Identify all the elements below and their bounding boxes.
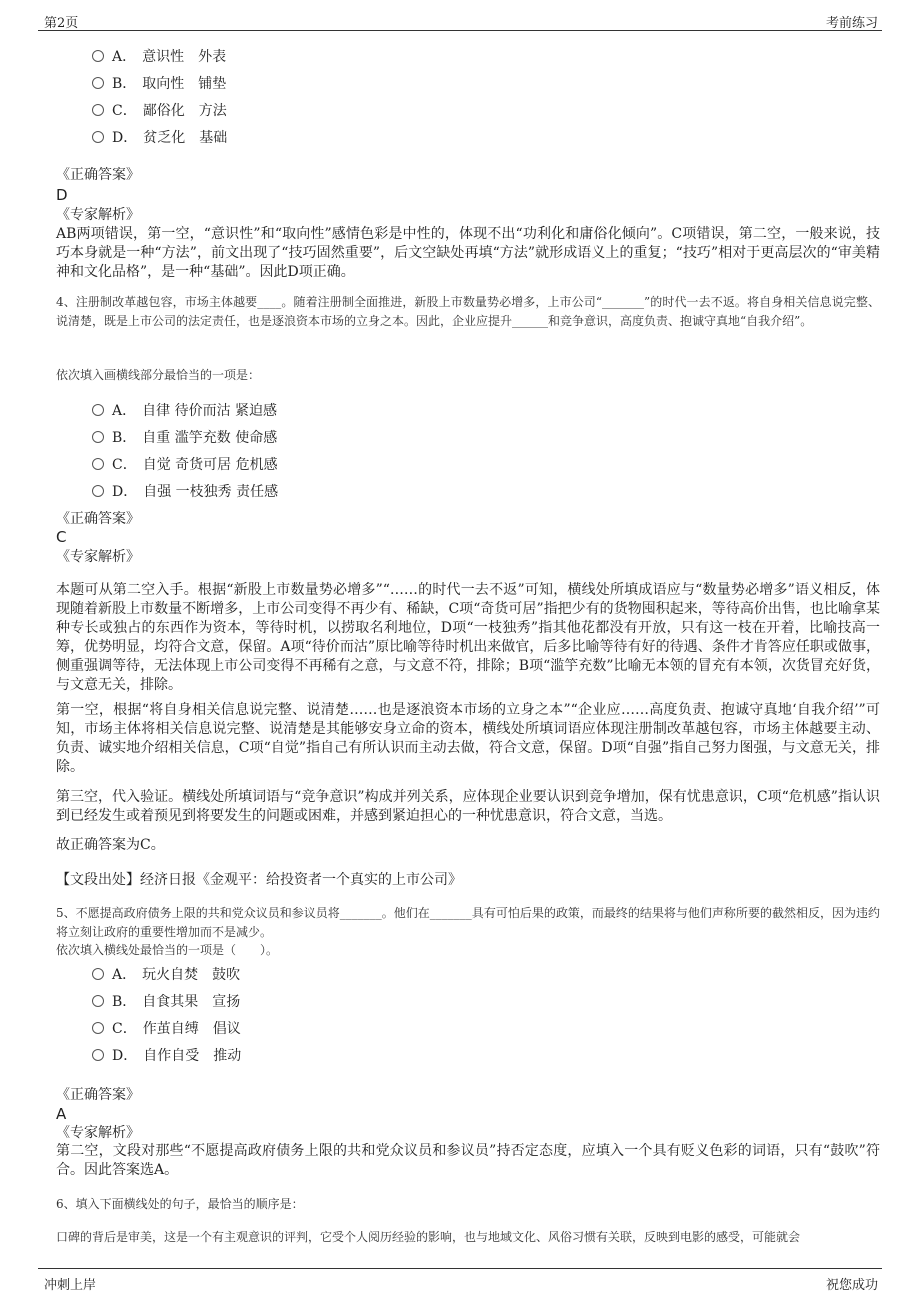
radio-icon[interactable] bbox=[92, 104, 104, 116]
q3-option-c[interactable]: C． 鄙俗化 方法 bbox=[92, 100, 227, 120]
q3-option-b[interactable]: B． 取向性 铺垫 bbox=[92, 73, 226, 93]
q6-passage: 口碑的背后是审美，这是一个有主观意识的评判，它受个人阅历经验的影响，也与地域文化、风俗习惯有关联，反映到电影的感受，可能就会 bbox=[56, 1230, 801, 1244]
radio-icon[interactable] bbox=[92, 131, 104, 143]
radio-icon[interactable] bbox=[92, 485, 104, 497]
radio-icon[interactable] bbox=[92, 968, 104, 980]
q4-source: 【文段出处】经济日报《金观平：给投资者一个真实的上市公司》 bbox=[56, 872, 462, 888]
q4-analysis-p1: 本题可从第二空入手。根据“新股上市数量势必增多”“……的时代一去不返”可知，横线处所填成语应与“数量势必增多”语义相反，体现随着新股上市数量不断增多，上市公司变得不再少有、稀缺，C项“奇货可居”指把少有的货物囤积起来，等待高价出售，也比喻拿某种专长或独占的东西作为资本，等待时机，以捞取名利地位，D项“一枝独秀”指其他花都没有开放，只有这一枝在开着，比喻技高一筹，优势明显，均符合文意，保留。A项“待价而沽”原比喻等待时机出来做官，后多比喻等待有好的待遇、条件才肯答应任职或做事，侧重强调等待，无法体现上市公司变得不再稀有之意，与文意不符，排除；B项“滥竽充数”比喻无本领的冒充有本领，次货冒充好货，与文意无关，排除。 bbox=[56, 582, 880, 693]
q4-analysis-label: 《专家解析》 bbox=[56, 549, 140, 565]
q5-prompt: 依次填入横线处最恰当的一项是（ ）。 bbox=[56, 943, 279, 957]
q3-analysis: AB两项错误，第一空，“意识性”和“取向性”感情色彩是中性的，体现不出“功利化和庸俗化倾向”。C项错误，第二空，一般来说，技巧本身就是一种“方法”，前文出现了“技巧固然重要”，后文空缺处再填“方法”就形成语义上的重复；“技巧”相对于更高层次的“审美精神和文化品格”，是一种“基础”。因此D项正确。 bbox=[56, 226, 880, 280]
radio-icon[interactable] bbox=[92, 458, 104, 470]
footer-left: 冲刺上岸 bbox=[44, 1278, 97, 1293]
q3-option-a[interactable]: A． 意识性 外表 bbox=[92, 46, 226, 66]
q5-answer: A bbox=[56, 1105, 67, 1123]
page-header bbox=[38, 10, 882, 31]
q4-option-a[interactable]: A． 自律 待价而沽 紧迫感 bbox=[92, 400, 277, 420]
radio-icon[interactable] bbox=[92, 1049, 104, 1061]
q5-option-a[interactable]: A． 玩火自焚 鼓吹 bbox=[92, 964, 240, 984]
q5-analysis-label: 《专家解析》 bbox=[56, 1125, 140, 1141]
q3-answer: D bbox=[56, 186, 68, 204]
q4-option-c[interactable]: C． 自觉 奇货可居 危机感 bbox=[92, 454, 278, 474]
radio-icon[interactable] bbox=[92, 1022, 104, 1034]
q4-prompt: 依次填入画横线部分最恰当的一项是： bbox=[56, 368, 261, 382]
q4-analysis-p3: 第三空，代入验证。横线处所填词语与“竞争意识”构成并列关系，应体现企业要认识到竞争增加，保有忧患意识，C项“危机感”指认识到已经发生或着预见到将要发生的问题或困难，并感到紧迫担心的一种忧患意识，符合文意，当选。 bbox=[56, 789, 880, 824]
q5-stem: 5、不愿提高政府债务上限的共和党众议员和参议员将_______。他们在_______具有可怕后果的政策，而最终的结果将与他们声称所要的截然相反，因为违约将立刻让政府的重要性增加而不是减少。 bbox=[56, 906, 880, 939]
radio-icon[interactable] bbox=[92, 50, 104, 62]
q4-answer-label: 《正确答案》 bbox=[56, 511, 140, 527]
q6-stem: 6、填入下面横线处的句子，最恰当的顺序是： bbox=[56, 1197, 304, 1211]
q4-stem: 4、注册制改革越包容，市场主体越要____。随着注册制全面推进，新股上市数量势必增多，上市公司“_______”的时代一去不返。将自身相关信息说完整、说清楚，既是上市公司的法定责任，也是逐浪资本市场的立身之本。因此，企业应提升______和竞争意识，高度负责、抱诚守真地“自我介绍”。 bbox=[56, 295, 880, 328]
q5-analysis: 第二空，文段对那些“不愿提高政府债务上限的共和党众议员和参议员”持否定态度，应填入一个具有贬义色彩的词语，只有“鼓吹”符合。因此答案选A。 bbox=[56, 1143, 880, 1178]
q5-option-d[interactable]: D． 自作自受 推动 bbox=[92, 1045, 241, 1065]
q3-analysis-label: 《专家解析》 bbox=[56, 207, 140, 223]
page-footer bbox=[38, 1268, 882, 1295]
radio-icon[interactable] bbox=[92, 431, 104, 443]
radio-icon[interactable] bbox=[92, 77, 104, 89]
q5-option-b[interactable]: B． 自食其果 宣扬 bbox=[92, 991, 240, 1011]
q5-answer-label: 《正确答案》 bbox=[56, 1087, 140, 1103]
q4-answer: C bbox=[56, 528, 67, 546]
q4-analysis-p2: 第一空，根据“将自身相关信息说完整、说清楚……也是逐浪资本市场的立身之本”“企业应……高度负责、抱诚守真地‘自我介绍’”可知，市场主体将相关信息说完整、说清楚是其能够安身立命的资本，横线处所填词语应体现注册制改革越包容，市场主体越要主动、负责、诚实地介绍相关信息，C项“自觉”指自己有所认识而主动去做，符合文意，保留。D项“自强”指自己努力图强，与文意无关，排除。 bbox=[56, 702, 880, 775]
q4-option-d[interactable]: D． 自强 一枝独秀 责任感 bbox=[92, 481, 278, 501]
q3-option-d[interactable]: D． 贫乏化 基础 bbox=[92, 127, 227, 147]
q3-answer-label: 《正确答案》 bbox=[56, 167, 140, 183]
page-number: 第2页 bbox=[44, 16, 79, 31]
q5-option-c[interactable]: C． 作茧自缚 倡议 bbox=[92, 1018, 241, 1038]
radio-icon[interactable] bbox=[92, 404, 104, 416]
header-title: 考前练习 bbox=[825, 16, 878, 31]
footer-right: 祝您成功 bbox=[825, 1278, 878, 1293]
q4-option-b[interactable]: B． 自重 滥竽充数 使命感 bbox=[92, 427, 277, 447]
q4-analysis-p4: 故正确答案为C。 bbox=[56, 837, 165, 853]
radio-icon[interactable] bbox=[92, 995, 104, 1007]
